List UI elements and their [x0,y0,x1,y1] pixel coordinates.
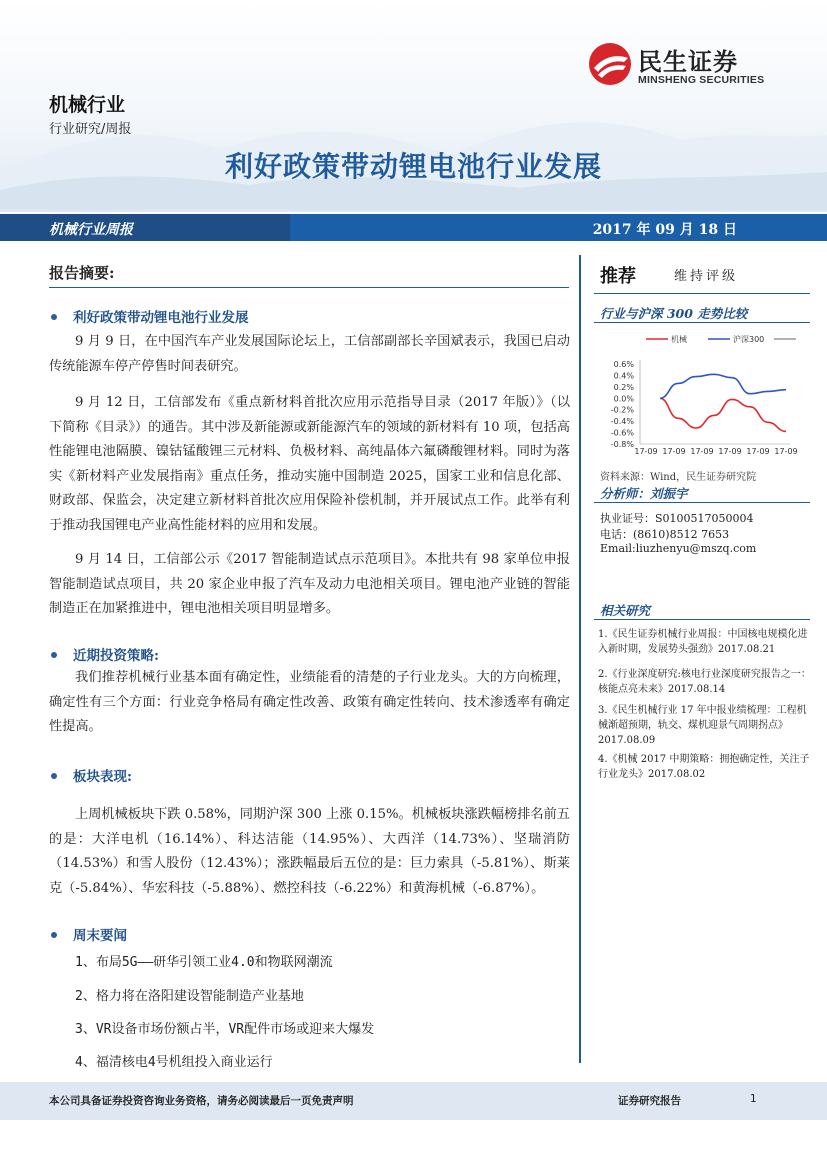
news-item: 1、布局5G——研华引领工业4.0和物联网潮流 [75,955,333,970]
analyst-cert: 执业证号：S0100517050004 [600,512,754,525]
paragraph: 我们推荐机械行业基本面有确定性，业绩能看的清楚的子行业龙头。大的方向梳理，确定性有三个方面：行业竞争格局有确定性改善、政策有确定性转向、技术渗透率有确定性提高。 [49,670,570,735]
y-tick-label: 0.2% [613,382,634,392]
footer-disclaimer: 本公司具备证券投资咨询业务资格，请务必阅读最后一页免责声明 [49,1095,354,1107]
paragraph: 9 月 12 日，工信部发布《重点新材料首批次应用示范指导目录（2017 年版）》（以下简称《目录》）的通告。其中涉及新能源或新能源汽车的领域的新材料有 10 项，包括高性能锂电池隔膜、镍钴锰酸锂三元材料、负极材料、高纯晶体六氟磷酸锂材料。同时为落实《新材料产业发展指南》重点任务，推动实施中国制造 2025，国家工业和信息化部、财政部、保监会，决定建立新材料首批次应用保险补偿机制，并开展试点工作。此举有利于推动我国锂电产业高性能材料的应用和发展。 [49,395,570,533]
x-tick-label: 17-09 [662,447,686,456]
chart-source: 资料来源：Wind，民生证券研究院 [600,472,757,483]
x-tick-label: 17-09 [718,447,742,456]
chart-heading: 行业与沪深 300 走势比较 [600,306,748,321]
news-item: 2、格力将在洛阳建设智能制造产业基地 [75,989,304,1004]
related-item[interactable]: 4.《机械 2017 中期策略：拥抱确定性，关注子行业龙头》2017.08.02 [598,754,810,780]
brand-logo [588,42,788,94]
sidebar-divider [594,293,810,294]
x-tick-label: 17-09 [774,447,798,456]
paragraph: 9 月 14 日，工信部公示《2017 智能制造试点示范项目》。本批共有 98 家单位申报智能制造试点项目，共 20 家企业申报了汽车及动力电池相关项目。锂电池产业链的智能制造正在加紧推进中，锂电池相关项目明显增多。 [49,552,570,617]
related-heading: 相关研究 [600,603,651,618]
trend-chart [596,328,810,468]
bullet-dot-icon [51,932,57,938]
paragraph: 上周机械板块下跌 0.58%，同期沪深 300 上涨 0.15%。机械板块涨跌幅榜排名前五的是：大洋电机（16.14%）、科达洁能（14.95%）、大西洋（14.73%）、坚瑞消防（14.53%）和雪人股份（12.43%）；涨跌幅最后五位的是：巨力索具（-5.81%）、斯莱克（-5.84%）、华宏科技（-5.88%）、燃控科技（-6.22%）和黄海机械（-6.87%）。 [49,807,570,896]
y-tick-label: 0.0% [613,394,634,404]
rating: 推荐 [600,266,636,287]
title-band-left [0,214,290,241]
rating-note: 维持评级 [674,269,739,284]
related-item[interactable]: 1.《民生证券机械行业周报：中国核电规模化进入新时期，发展势头强劲》2017.08.21 [598,629,808,655]
legend-label: 沪深300 [733,335,765,344]
sidebar-divider [594,502,810,503]
y-tick-label: -0.6% [610,428,634,438]
series-line-机械 [660,398,786,431]
section-heading: 利好政策带动锂电池行业发展 [51,306,249,326]
abstract-heading: 报告摘要: [49,264,115,282]
abstract-divider [49,287,569,288]
logo-english-text: MINSHENG SECURITIES [638,74,765,86]
analyst-phone: 电话：(8610)8512 7653 [600,528,730,541]
paragraph: 9 月 9 日，在中国汽车产业发展国际论坛上，工信部副部长辛国斌表示，我国已启动传统能源车停产停售时间表研究。 [49,334,570,374]
report-type: 行业研究/周报 [49,122,132,137]
x-tick-label: 17-09 [690,447,714,456]
y-tick-label: -0.8% [610,440,634,449]
bullet-dot-icon [51,652,57,658]
related-item[interactable]: 2.《行业深度研究:核电行业深度研究报告之一：核能点亮未来》2017.08.14 [598,669,811,695]
sidebar-divider [594,322,810,323]
news-item: 4、福清核电4号机组投入商业运行 [75,1055,273,1070]
y-tick-label: -0.2% [610,405,634,415]
minsheng-logo-icon [588,42,632,86]
logo-chinese-text: 民生证券 [638,48,738,76]
industry-label: 机械行业 [49,94,126,116]
column-divider [579,255,581,1063]
series-line-沪深300 [660,374,786,398]
related-item[interactable]: 3.《民生机械行业 17 年中报业绩梳理：工程机械渐超预期，轨交、煤机迎景气周期拐点》2017.08.09 [598,705,807,746]
x-tick-label: 17-09 [634,447,658,456]
band-report-name: 机械行业周报 [49,222,133,238]
sidebar-divider [594,619,810,620]
report-title: 利好政策带动锂电池行业发展 [224,150,602,183]
bullet-dot-icon [51,314,57,320]
section-heading: 板块表现: [51,765,132,785]
y-tick-label: -0.4% [610,417,634,427]
y-tick-label: 0.6% [613,360,634,369]
section-heading: 近期投资策略: [51,644,159,664]
legend-label: 机械 [671,335,687,344]
analyst-email[interactable]: Email:liuzhenyu@mszq.com [600,542,757,555]
y-tick-label: 0.4% [613,371,634,381]
bullet-dot-icon [51,773,57,779]
page-number: 1 [750,1093,757,1105]
section-heading: 周末要闻 [51,924,127,944]
analyst-name: 分析师：刘振宇 [600,486,688,501]
x-tick-label: 17-09 [746,447,770,456]
news-item: 3、VR设备市场份额占半，VR配件市场或迎来大爆发 [75,1022,375,1037]
report-date: 2017 年 09 月 18 日 [592,222,737,238]
footer-label: 证券研究报告 [618,1095,681,1107]
